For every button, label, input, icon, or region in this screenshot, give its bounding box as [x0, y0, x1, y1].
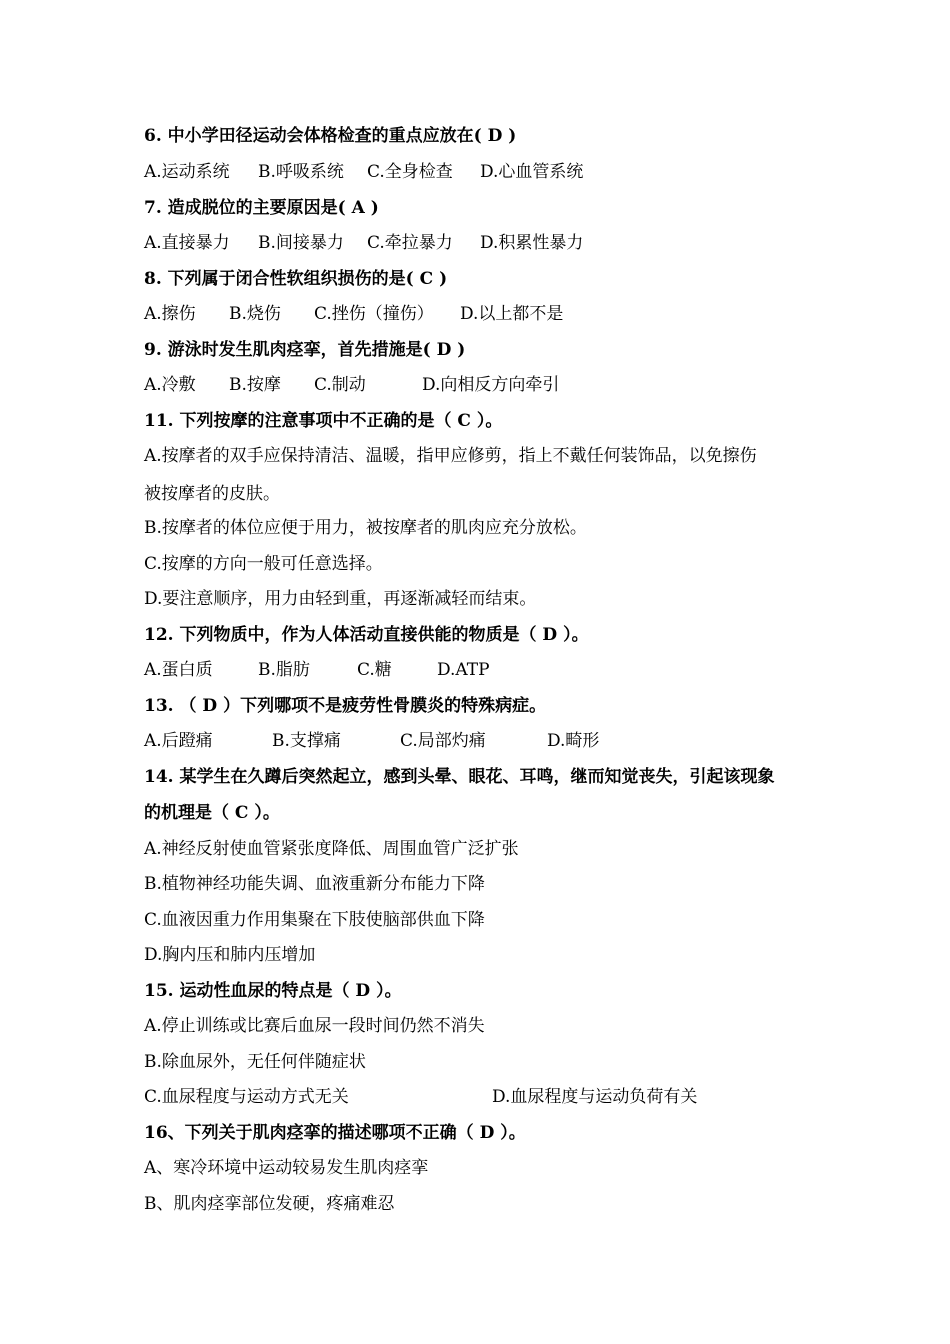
question-11-option-c: C.按摩的方向一般可任意选择。 — [144, 554, 383, 574]
question-16-stem: 16、下列关于肌肉痉挛的描述哪项不正确（ D ）。 — [144, 1123, 526, 1143]
question-15-option-b: B.除血尿外，无任何伴随症状 — [144, 1052, 366, 1072]
question-11-option-a-line2: 被按摩者的皮肤。 — [144, 484, 280, 504]
question-12-stem: 12. 下列物质中，作为人体活动直接供能的物质是（ D ）。 — [144, 625, 589, 645]
option-c: C.糖 — [357, 660, 392, 680]
option-d: D.畸形 — [547, 731, 600, 751]
question-16-option-b: B、肌肉痉挛部位发硬，疼痛难忍 — [144, 1194, 395, 1214]
option-a: A.后蹬痛 — [144, 731, 213, 751]
option-c: C.血尿程度与运动方式无关 — [144, 1087, 349, 1107]
question-14-option-b: B.植物神经功能失调、血液重新分布能力下降 — [144, 874, 485, 894]
option-d: D.心血管系统 — [480, 162, 584, 182]
question-11-option-d: D.要注意顺序，用力由轻到重，再逐渐减轻而结束。 — [144, 589, 537, 609]
option-a: A.擦伤 — [144, 304, 196, 324]
option-b: B.脂肪 — [258, 660, 310, 680]
option-d: D.ATP — [437, 660, 490, 680]
question-15-stem: 15. 运动性血尿的特点是（ D ）。 — [144, 981, 402, 1001]
question-11-option-a-line1: A.按摩者的双手应保持清洁、温暖，指甲应修剪，指上不戴任何装饰品，以免擦伤 — [144, 446, 757, 466]
option-d: D.积累性暴力 — [480, 233, 584, 253]
question-8-stem: 8. 下列属于闭合性软组织损伤的是( C ) — [144, 269, 448, 289]
question-16-option-a: A、寒冷环境中运动较易发生肌肉痉挛 — [144, 1158, 429, 1178]
option-c: C.制动 — [314, 375, 366, 395]
option-b: B.按摩 — [229, 375, 281, 395]
option-d: D.血尿程度与运动负荷有关 — [492, 1087, 698, 1107]
question-14-option-c: C.血液因重力作用集聚在下肢使脑部供血下降 — [144, 910, 485, 930]
option-c: C.牵拉暴力 — [367, 233, 453, 253]
question-11-option-b: B.按摩者的体位应便于用力，被按摩者的肌肉应充分放松。 — [144, 518, 587, 538]
option-b: B.烧伤 — [229, 304, 281, 324]
option-b: B.间接暴力 — [258, 233, 344, 253]
question-14-option-a: A.神经反射使血管紧张度降低、周围血管广泛扩张 — [144, 839, 519, 859]
option-c: C.挫伤（撞伤） — [314, 304, 434, 324]
question-14-stem-line1: 14. 某学生在久蹲后突然起立，感到头晕、眼花、耳鸣，继而知觉丧失，引起该现象 — [144, 767, 775, 787]
question-11-stem: 11. 下列按摩的注意事项中不正确的是（ C ）。 — [144, 411, 503, 431]
option-b: B.支撑痛 — [272, 731, 341, 751]
question-9-stem: 9. 游泳时发生肌肉痉挛，首先措施是( D ) — [144, 340, 466, 360]
question-6-stem: 6. 中小学田径运动会体格检查的重点应放在( D ) — [144, 126, 517, 146]
question-13-stem: 13. （ D ）下列哪项不是疲劳性骨膜炎的特殊病症。 — [144, 696, 547, 716]
question-14-option-d: D.胸内压和肺内压增加 — [144, 945, 316, 965]
question-14-stem-line2: 的机理是（ C ）。 — [144, 803, 280, 823]
question-7-stem: 7. 造成脱位的主要原因是( A ) — [144, 198, 379, 218]
option-d: D.以上都不是 — [460, 304, 564, 324]
option-a: A.蛋白质 — [144, 660, 213, 680]
option-c: C.局部灼痛 — [400, 731, 486, 751]
option-c: C.全身检查 — [367, 162, 453, 182]
option-d: D.向相反方向牵引 — [422, 375, 560, 395]
option-a: A.冷敷 — [144, 375, 196, 395]
option-a: A.直接暴力 — [144, 233, 230, 253]
option-b: B.呼吸系统 — [258, 162, 344, 182]
question-15-option-a: A.停止训练或比赛后血尿一段时间仍然不消失 — [144, 1016, 485, 1036]
option-a: A.运动系统 — [144, 162, 230, 182]
